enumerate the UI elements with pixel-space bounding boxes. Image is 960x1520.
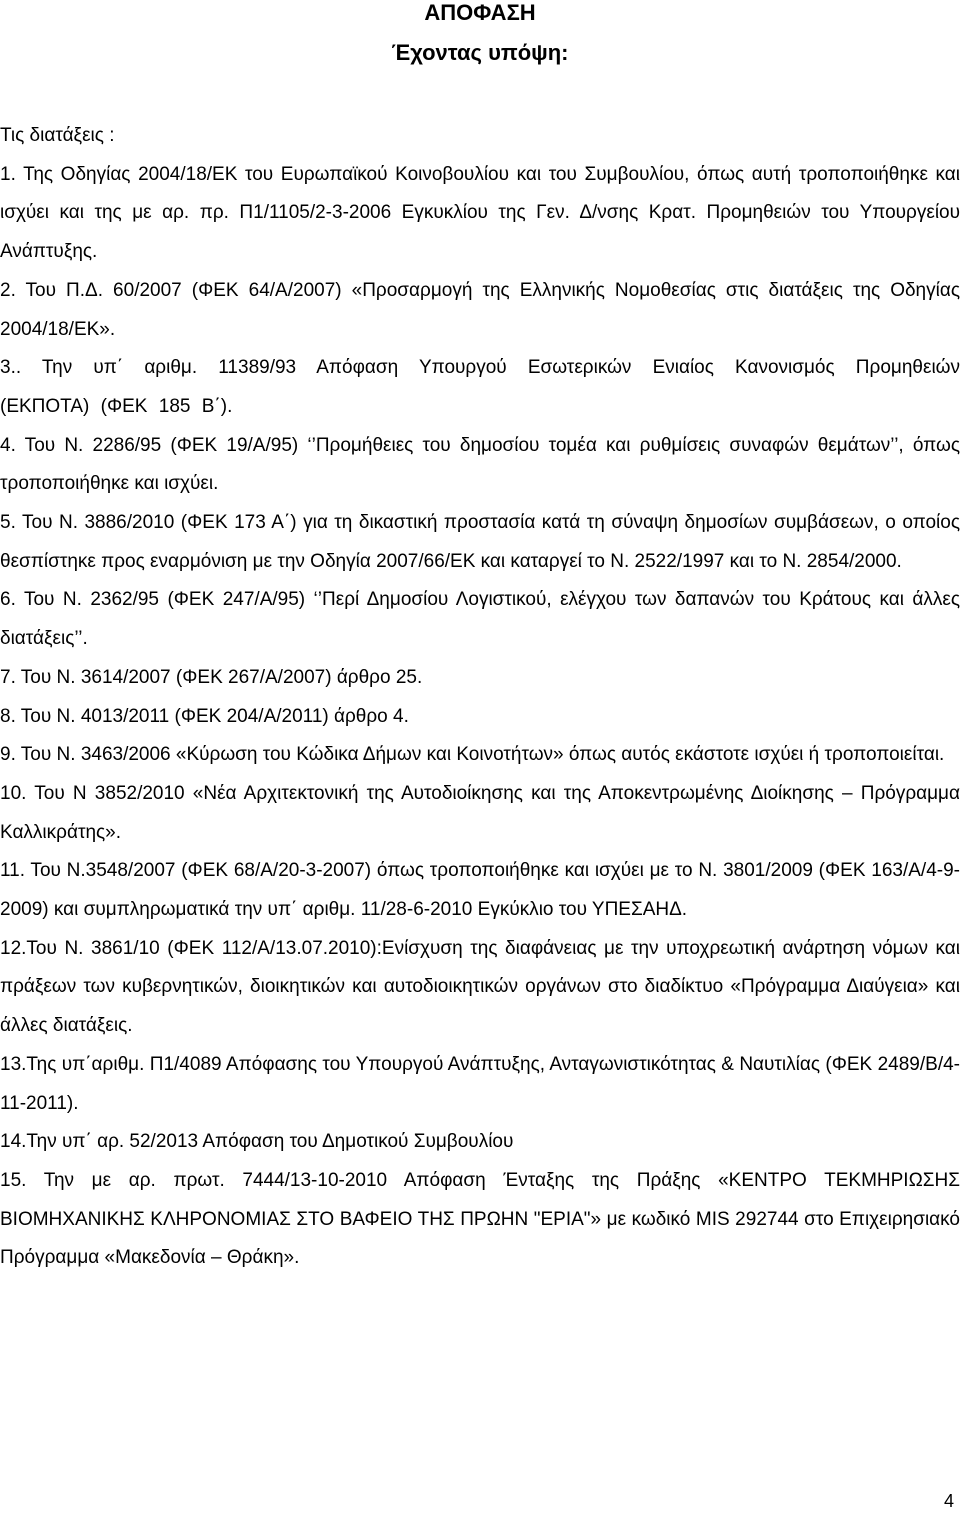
document-subtitle: Έχοντας υπόψη: bbox=[391, 40, 569, 65]
page-number: 4 bbox=[943, 1491, 954, 1511]
legal-item-14: 14.Την υπ΄ αρ. 52/2013 Απόφαση του Δημοτικού Συμβουλίου bbox=[0, 1131, 514, 1153]
intro-text: Τις διατάξεις : bbox=[0, 125, 115, 146]
legal-item-5: 5. Του Ν. 3886/2010 (ΦΕΚ 173 Α΄) για τη δικαστική προστασία κατά τη σύναψη δημοσίων συμβάσεων, ο οποίος θεσπίστηκε προς εναρμόνιση με την Οδηγία 2007/66/ΕΚ και καταργεί το Ν. 2522/1997 και το Ν. 2854/2000. bbox=[0, 512, 960, 572]
legal-item-7: 7. Του Ν. 3614/2007 (ΦΕΚ 267/Α/2007) άρθρο 25. bbox=[0, 666, 423, 688]
document-title: ΑΠΟΦΑΣΗ bbox=[424, 0, 536, 25]
legal-item-13: 13.Της υπ΄αριθμ. Π1/4089 Απόφασης του Υπουργού Ανάπτυξης, Ανταγωνιστικότητας & Ναυτιλίας (ΦΕΚ 2489/Β/4-11-2011). bbox=[0, 1053, 960, 1114]
legal-item-9: 9. Του Ν. 3463/2006 «Κύρωση του Κώδικα Δήμων και Κοινοτήτων» όπως αυτός εκάστοτε ισχύει ή τροποποιείται. bbox=[0, 744, 945, 766]
legal-item-12: 12.Του Ν. 3861/10 (ΦΕΚ 112/Α/13.07.2010):Ενίσχυση της διαφάνειας με την υποχρεωτική ανάρτηση νόμων και πράξεων των κυβερνητικών, διοικητικών και αυτοδιοικητικών οργάνων στο διαδίκτυο «Πρόγραμμα Διαύγεια» και άλλες διατάξεις. bbox=[0, 937, 960, 1037]
legal-item-11: 11. Του Ν.3548/2007 (ΦΕΚ 68/Α/20-3-2007) όπως τροποποιήθηκε και ισχύει με το Ν. 3801/2009 (ΦΕΚ 163/Α/4-9-2009) και συμπληρωματικά την υπ΄ αριθμ. 11/28-6-2010 Εγκύκλιο του ΥΠΕΣΑΗΔ. bbox=[0, 860, 960, 921]
legal-item-6: 6. Του Ν. 2362/95 (ΦΕΚ 247/Α/95) ‘’Περί Δημοσίου Λογιστικού, ελέγχου των δαπανών του Κράτους και άλλες διατάξεις’’. bbox=[0, 589, 960, 650]
legal-item-2: 2. Του Π.Δ. 60/2007 (ΦΕΚ 64/Α/2007) «Προσαρμογή της Ελληνικής Νομοθεσίας στις διατάξεις της Οδηγίας 2004/18/ΕΚ». bbox=[0, 279, 960, 340]
document-body bbox=[0, 117, 960, 1278]
legal-item-8: 8. Του Ν. 4013/2011 (ΦΕΚ 204/Α/2011) άρθρο 4. bbox=[0, 705, 409, 727]
legal-item-15: 15. Την με αρ. πρωτ. 7444/13-10-2010 Απόφαση Ένταξης της Πράξης «ΚΕΝΤΡΟ ΤΕΚΜΗΡΙΩΣΗΣ ΒΙΟΜΗΧΑΝΙΚΗΣ ΚΛΗΡΟΝΟΜΙΑΣ ΣΤΟ ΒΑΦΕΙΟ ΤΗΣ ΠΡΩΗΝ "ΕΡΙΑ"» με κωδικό MIS 292744 στο Επιχειρησιακό Πρόγραμμα «Μακεδονία – Θράκη». bbox=[0, 1169, 960, 1269]
legal-item-3: 3.. Την υπ΄ αριθμ. 11389/93 Απόφαση Υπουργού Εσωτερικών Ενιαίος Κανονισμός Προμηθειών (ΕΚΠΟΤΑ) (ΦΕΚ 185 Β΄). bbox=[0, 357, 960, 417]
legal-item-4: 4. Του Ν. 2286/95 (ΦΕΚ 19/Α/95) ‘’Προμήθειες του δημοσίου τομέα και ρυθμίσεις συναφών θεμάτων’’, όπως τροποποιήθηκε και ισχύει. bbox=[0, 434, 960, 495]
legal-item-10: 10. Του Ν 3852/2010 «Νέα Αρχιτεκτονική της Αυτοδιοίκησης και της Αποκεντρωμένης Διοίκησης – Πρόγραμμα Καλλικράτης». bbox=[0, 782, 960, 843]
legal-item-1: 1. Της Οδηγίας 2004/18/ΕΚ του Ευρωπαϊκού Κοινοβουλίου και του Συμβουλίου, όπως αυτή τροποποιήθηκε και ισχύει και της με αρ. πρ. Π1/1105/2-3-2006 Εγκυκλίου της Γεν. Δ/νσης Κρατ. Προμηθειών του Υπουργείου Ανάπτυξης. bbox=[0, 163, 960, 263]
